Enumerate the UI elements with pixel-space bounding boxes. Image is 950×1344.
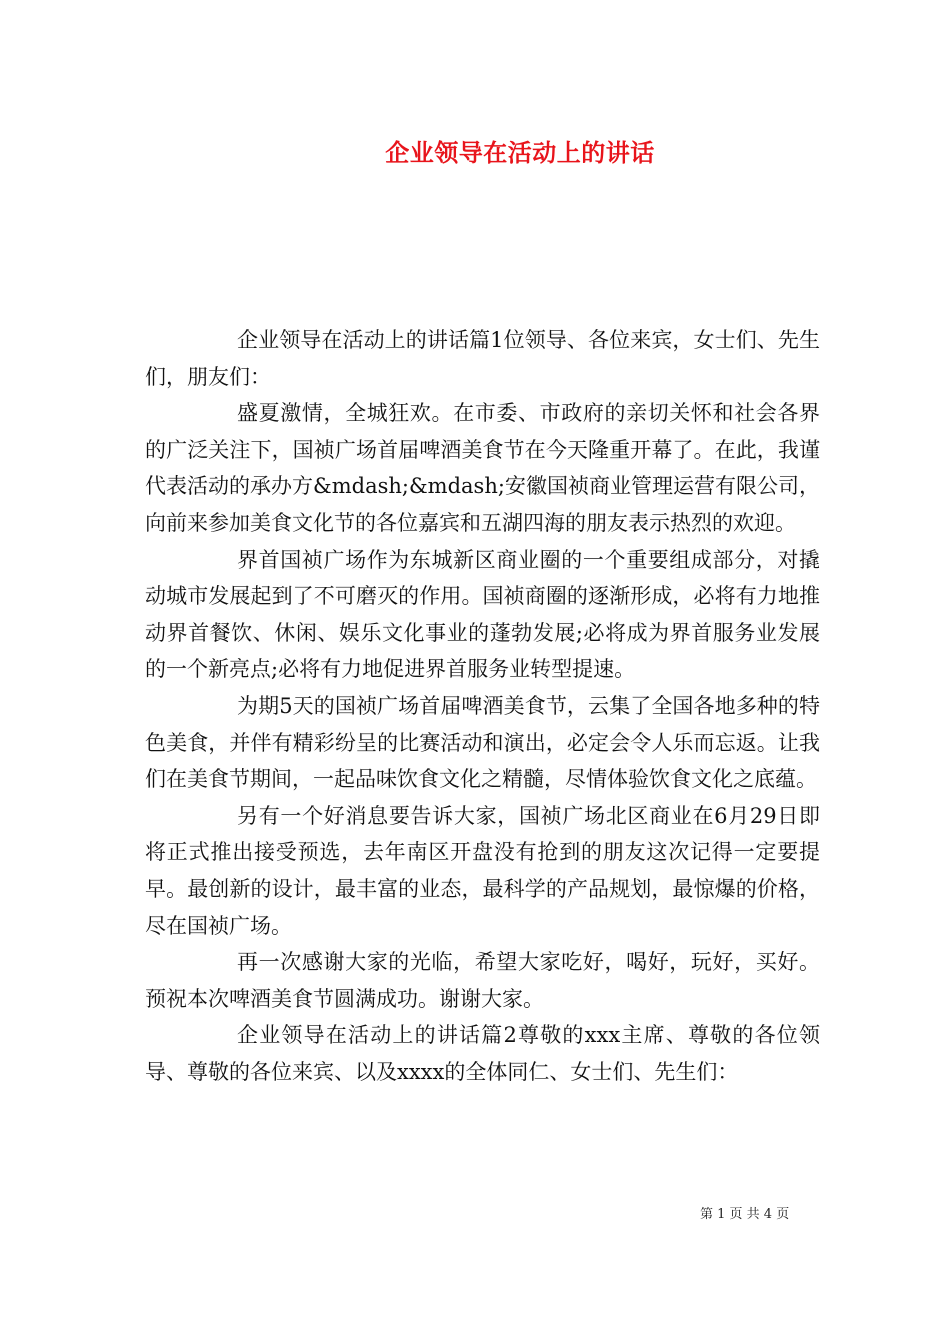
paragraph: 再一次感谢大家的光临，希望大家吃好，喝好，玩好，买好。预祝本次啤酒美食节圆满成功。谢谢大家。 xyxy=(145,950,820,1011)
paragraph: 企业领导在活动上的讲话篇1位领导、各位来宾，女士们、先生们，朋友们： xyxy=(145,328,820,389)
document-title: 企业领导在活动上的讲话 xyxy=(385,139,655,167)
paragraph: 界首国祯广场作为东城新区商业圈的一个重要组成部分，对撬动城市发展起到了不可磨灭的作用。国祯商圈的逐渐形成，必将有力地推动界首餐饮、休闲、娱乐文化事业的蓬勃发展;必将成为界首服务业发展的一个新亮点;必将有力地促进界首服务业转型提速。 xyxy=(145,547,820,682)
document-body xyxy=(145,322,820,1090)
paragraph: 盛夏激情，全城狂欢。在市委、市政府的亲切关怀和社会各界的广泛关注下，国祯广场首届啤酒美食节在今天隆重开幕了。在此，我谨代表活动的承办方&mdash;&mdash;安徽国祯商业管理运营有限公司，向前来参加美食文化节的各位嘉宾和五湖四海的朋友表示热烈的欢迎。 xyxy=(145,401,820,535)
page-number: 第 1 页 共 4 页 xyxy=(700,1207,790,1222)
paragraph: 另有一个好消息要告诉大家，国祯广场北区商业在6月29日即将正式推出接受预选，去年南区开盘没有抢到的朋友这次记得一定要提早。最创新的设计，最丰富的业态，最科学的产品规划，最惊爆的价格，尽在国祯广场。 xyxy=(145,803,820,938)
paragraph: 为期5天的国祯广场首届啤酒美食节，云集了全国各地多种的特色美食，并伴有精彩纷呈的比赛活动和演出，必定会令人乐而忘返。让我们在美食节期间，一起品味饮食文化之精髓，尽情体验饮食文化之底蕴。 xyxy=(145,693,820,792)
paragraph: 企业领导在活动上的讲话篇2尊敬的xxx主席、尊敬的各位领导、尊敬的各位来宾、以及xxxx的全体同仁、女士们、先生们： xyxy=(145,1023,820,1084)
